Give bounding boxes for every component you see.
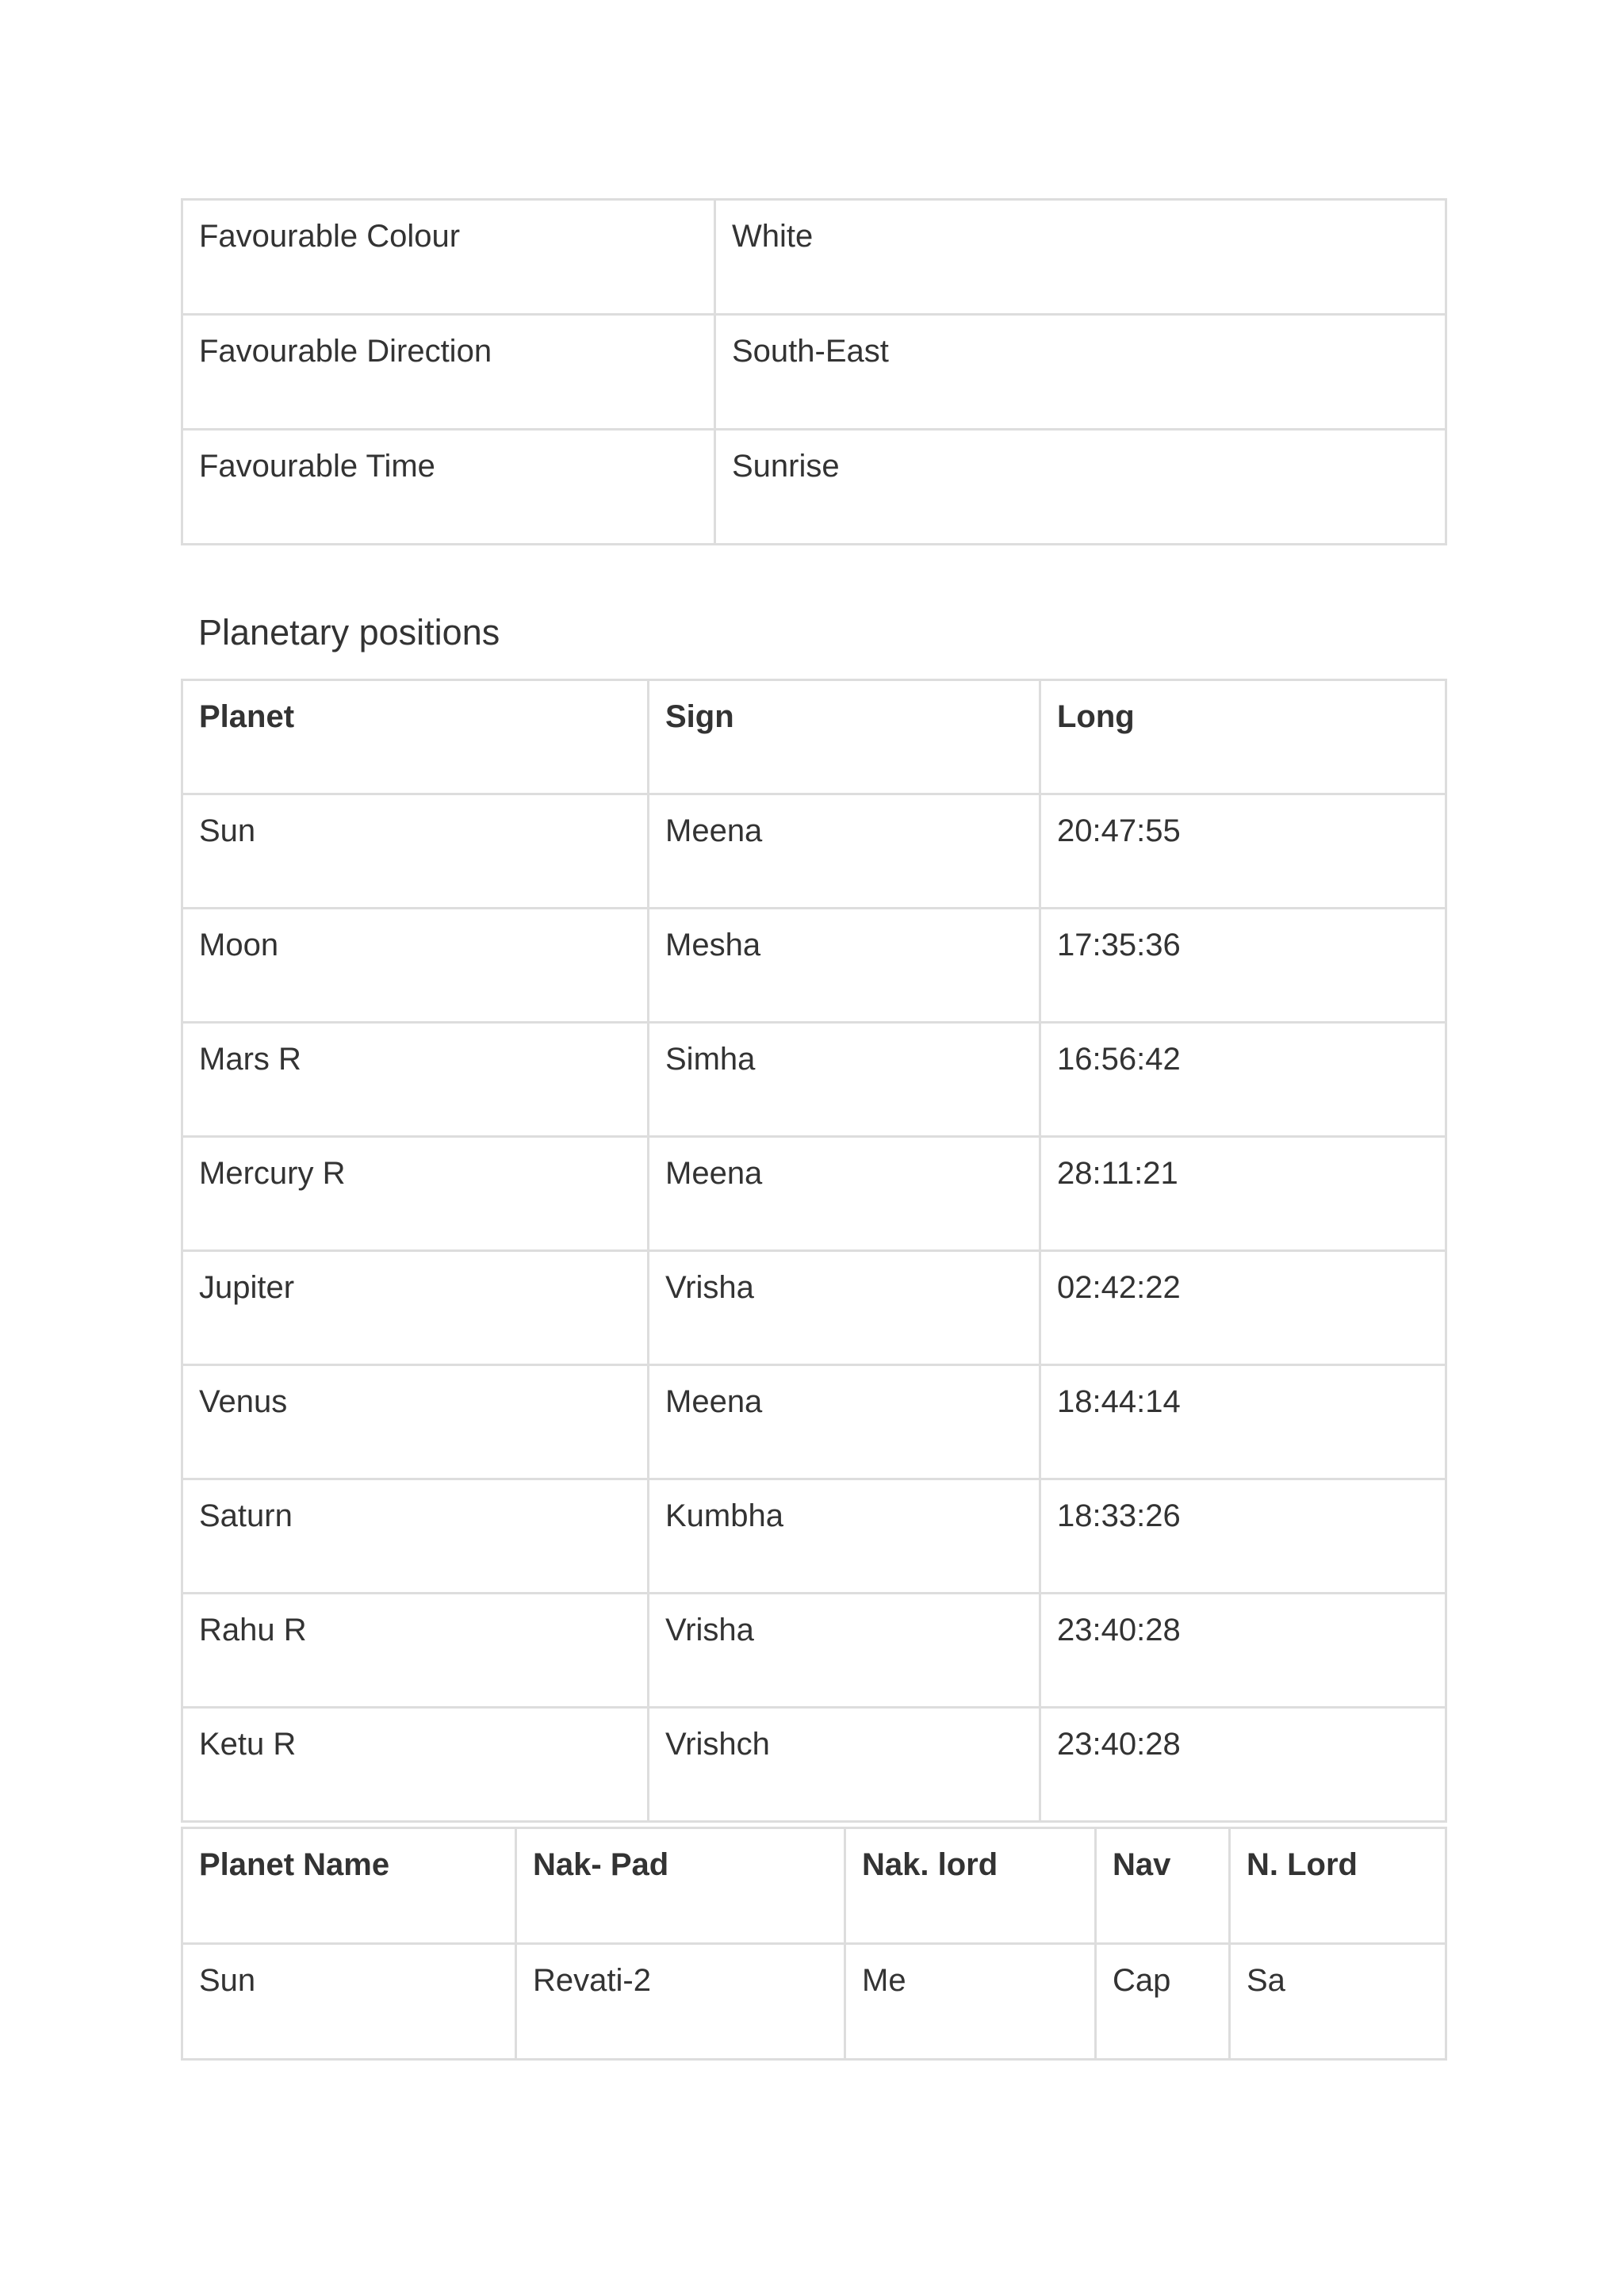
favourable-colour-value: White xyxy=(715,200,1446,315)
favourable-time-value: Sunrise xyxy=(715,430,1446,545)
table-header-row xyxy=(182,1828,1446,1944)
planet-cell: Rahu R xyxy=(182,1594,649,1708)
sign-cell: Vrisha xyxy=(649,1594,1040,1708)
column-header-planet-name: Planet Name xyxy=(182,1828,516,1944)
table-row xyxy=(182,1479,1446,1594)
table-row xyxy=(182,1708,1446,1822)
sign-cell: Meena xyxy=(649,794,1040,909)
table-row xyxy=(182,909,1446,1023)
favourable-table xyxy=(181,198,1447,545)
sign-cell: Meena xyxy=(649,1137,1040,1251)
planet-cell: Jupiter xyxy=(182,1251,649,1365)
planet-cell: Moon xyxy=(182,909,649,1023)
table-header-row xyxy=(182,680,1446,794)
planet-cell: Mercury R xyxy=(182,1137,649,1251)
table-row xyxy=(182,794,1446,909)
planetary-positions-table xyxy=(181,679,1447,1823)
table-row xyxy=(182,1137,1446,1251)
nak-pad-cell: Revati-2 xyxy=(516,1944,845,2060)
planet-cell: Ketu R xyxy=(182,1708,649,1822)
nak-lord-cell: Me xyxy=(845,1944,1096,2060)
longitude-cell: 18:33:26 xyxy=(1040,1479,1446,1594)
column-header-long: Long xyxy=(1040,680,1446,794)
sign-cell: Vrisha xyxy=(649,1251,1040,1365)
column-header-nav: Nav xyxy=(1096,1828,1230,1944)
nakshatra-table xyxy=(181,1827,1447,2061)
planet-cell: Mars R xyxy=(182,1023,649,1137)
sign-cell: Kumbha xyxy=(649,1479,1040,1594)
table-row xyxy=(182,1023,1446,1137)
table-row xyxy=(182,200,1446,315)
sign-cell: Simha xyxy=(649,1023,1040,1137)
planet-cell: Venus xyxy=(182,1365,649,1479)
sign-cell: Meena xyxy=(649,1365,1040,1479)
planet-cell: Sun xyxy=(182,794,649,909)
column-header-sign: Sign xyxy=(649,680,1040,794)
longitude-cell: 23:40:28 xyxy=(1040,1594,1446,1708)
section-title: Planetary positions xyxy=(198,612,500,652)
longitude-cell: 18:44:14 xyxy=(1040,1365,1446,1479)
table-row xyxy=(182,315,1446,430)
favourable-direction-label: Favourable Direction xyxy=(182,315,715,430)
column-header-nak-pad: Nak- Pad xyxy=(516,1828,845,1944)
planet-name-cell: Sun xyxy=(182,1944,516,2060)
longitude-cell: 16:56:42 xyxy=(1040,1023,1446,1137)
sign-cell: Vrishch xyxy=(649,1708,1040,1822)
longitude-cell: 02:42:22 xyxy=(1040,1251,1446,1365)
longitude-cell: 28:11:21 xyxy=(1040,1137,1446,1251)
planet-cell: Saturn xyxy=(182,1479,649,1594)
sign-cell: Mesha xyxy=(649,909,1040,1023)
column-header-n-lord: N. Lord xyxy=(1230,1828,1446,1944)
longitude-cell: 23:40:28 xyxy=(1040,1708,1446,1822)
longitude-cell: 17:35:36 xyxy=(1040,909,1446,1023)
nav-cell: Cap xyxy=(1096,1944,1230,2060)
n-lord-cell: Sa xyxy=(1230,1944,1446,2060)
longitude-cell: 20:47:55 xyxy=(1040,794,1446,909)
table-row xyxy=(182,1365,1446,1479)
favourable-direction-value: South-East xyxy=(715,315,1446,430)
favourable-colour-label: Favourable Colour xyxy=(182,200,715,315)
favourable-time-label: Favourable Time xyxy=(182,430,715,545)
column-header-nak-lord: Nak. lord xyxy=(845,1828,1096,1944)
table-row xyxy=(182,1251,1446,1365)
table-row xyxy=(182,1594,1446,1708)
table-row xyxy=(182,1944,1446,2060)
column-header-planet: Planet xyxy=(182,680,649,794)
table-row xyxy=(182,430,1446,545)
